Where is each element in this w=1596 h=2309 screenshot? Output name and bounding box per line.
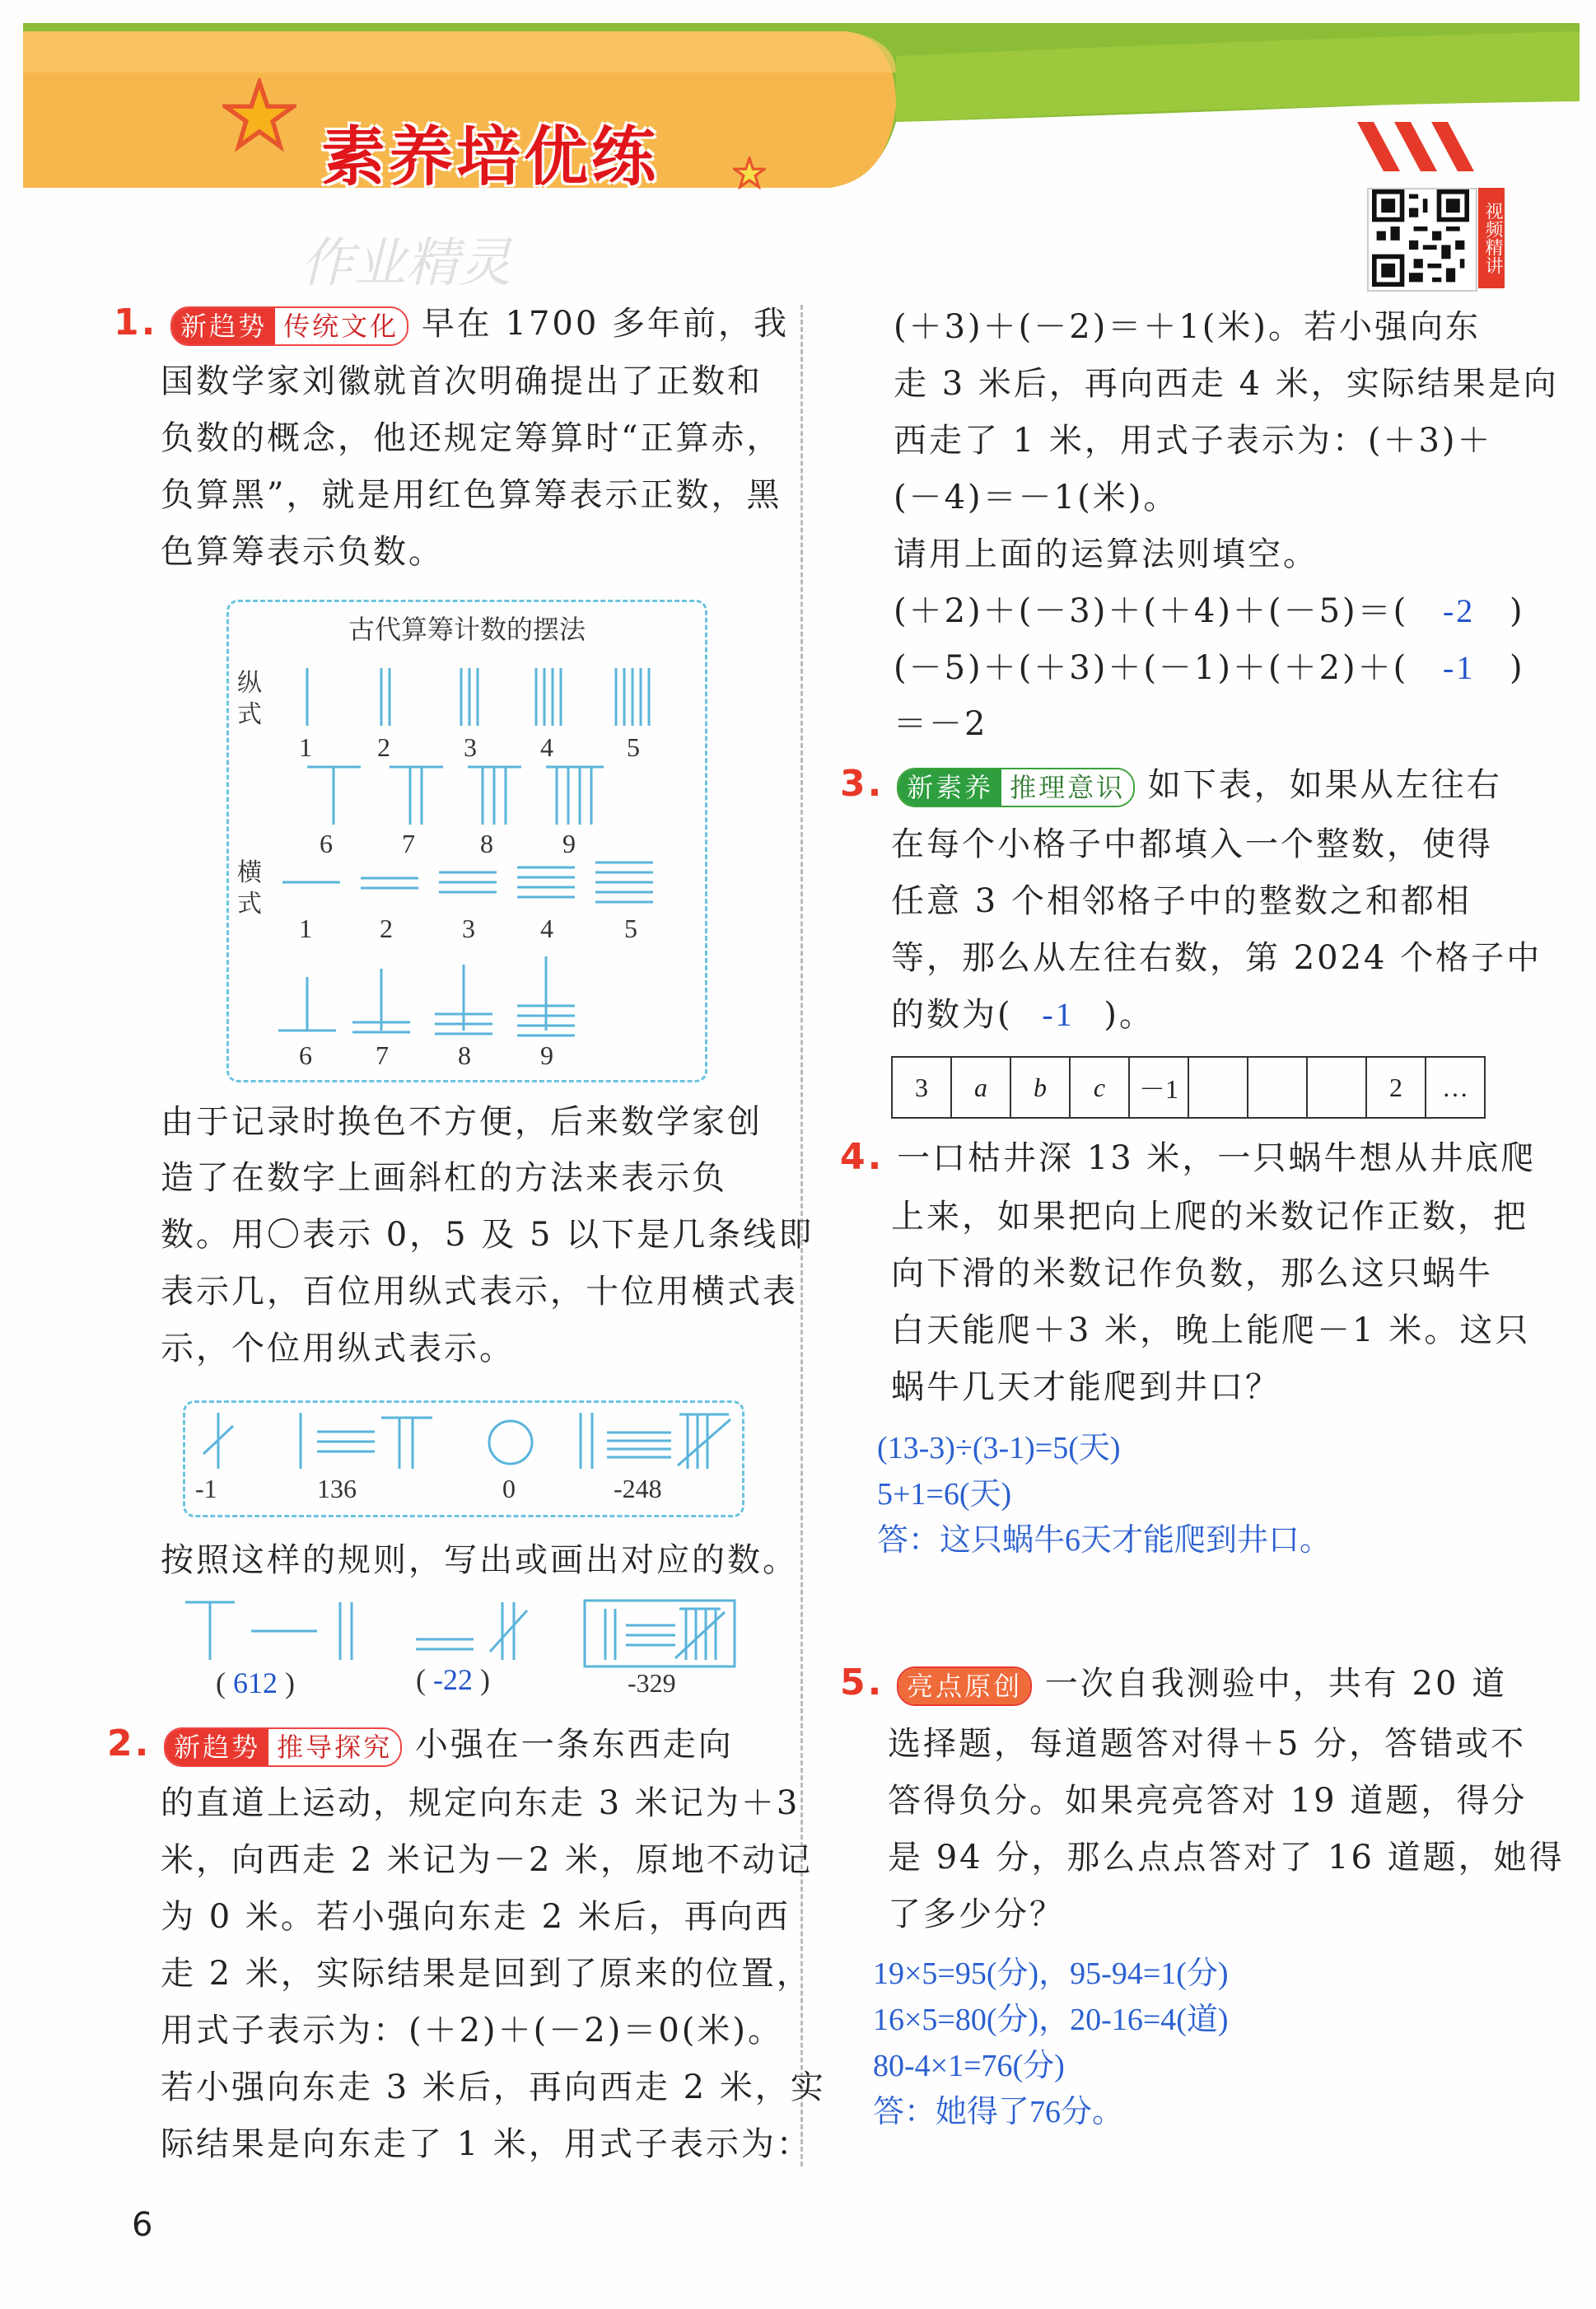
qr-code[interactable] (1367, 188, 1477, 292)
digit-label: 5 (624, 914, 637, 943)
q1-line2: 由于记录时换色不方便，后来数学家创 (161, 1103, 763, 1141)
digit-label: 5 (627, 732, 640, 762)
q1-line: 负数的概念，他还规定筹算时“正算赤， (161, 419, 782, 457)
digit-label: 4 (540, 732, 553, 762)
q1-line2: 数。用〇表示 0，5 及 5 以下是几条线即 (161, 1216, 814, 1254)
grid-cell: c (1070, 1057, 1129, 1118)
q4-line: 白天能爬＋3 米，晚上能爬－1 米。这只 (891, 1311, 1531, 1349)
digit-label: 9 (562, 829, 576, 858)
q2-right-line: 请用上面的运算法则填空。 (894, 535, 1318, 573)
q4-number: 4. (840, 1136, 884, 1178)
star-icon (222, 78, 296, 152)
q5-answer-line: 80-4×1=76(分) (873, 2049, 1065, 2083)
digit-label: 8 (458, 1040, 471, 1070)
q5-answer-line: 16×5=80(分)，20-16=4(道) (873, 2003, 1229, 2037)
grid-cell: 3 (892, 1057, 951, 1118)
q5-number: 5. (840, 1662, 884, 1704)
grid-cell (1307, 1057, 1366, 1118)
page-number: 6 (132, 2206, 153, 2244)
example-value: 136 (317, 1474, 357, 1503)
digit-label: 8 (480, 829, 493, 858)
q1-line: 负算黑”，就是用红色算筹表示正数，黑 (161, 476, 782, 514)
q1-tag: 新趋势 传统文化 (170, 306, 408, 346)
figure-title: 古代算筹计数的摆法 (348, 615, 586, 644)
digit-label: 3 (464, 732, 477, 762)
example-value: 0 (502, 1474, 516, 1503)
q5-line: 答得负分。如果亮亮答对 19 道题，得分 (888, 1782, 1528, 1820)
q2-line: 用式子表示为：(＋2)＋(－2)＝0(米)。 (161, 2012, 783, 2050)
q3-answer: -1 (1042, 996, 1075, 1033)
q1-line2: 示，个位用纵式表示。 (161, 1330, 515, 1367)
q3-line: 任意 3 个相邻格子中的整数之和都相 (891, 882, 1472, 920)
q3-line: 在每个小格子中都填入一个整数，使得 (891, 825, 1493, 863)
q5-line: 了多少分？ (888, 1895, 1065, 1933)
q1-line: 国数学家刘徽就首次明确提出了正数和 (161, 362, 763, 400)
q4-first-line (840, 1135, 1536, 1180)
q2-right-line: 西走了 1 米，用式子表示为：(＋3)＋ (894, 422, 1493, 460)
q2-eq2-answer: -1 (1442, 649, 1476, 686)
q5-text: 一次自我测验中，共有 20 道 (1044, 1665, 1508, 1703)
q3-line: 的数为( -1 )。 (891, 996, 1155, 1034)
q4-answer-line: 5+1=6(天) (877, 1477, 1012, 1512)
q1-answer-2: ( -22 ) (416, 1663, 490, 1696)
grid-cell: … (1426, 1057, 1485, 1118)
q2-first-line (107, 1722, 734, 1767)
q4-answer-line: 答：这只蜗牛6天才能爬到井口。 (877, 1523, 1332, 1558)
q3-text: 如下表，如果从左往右 (1147, 766, 1502, 804)
vertical-label: 纵式 (237, 670, 262, 728)
digit-label: 1 (299, 914, 312, 943)
counting-rods-figure (226, 600, 707, 1082)
digit-label: 2 (380, 914, 393, 943)
q3-tag: 新素养 推理意识 (897, 768, 1135, 807)
q3-number-grid (891, 1056, 1486, 1119)
digit-label: 4 (540, 914, 553, 943)
q2-line: 为 0 米。若小强向东走 2 米后，再向西 (161, 1898, 791, 1936)
q5-line: 选择题，每道题答对得＋5 分，答错或不 (888, 1725, 1527, 1763)
section-title: 素养培优练 (321, 120, 660, 194)
qr-icon (1369, 189, 1472, 287)
q4-line: 向下滑的米数记作负数，那么这只蜗牛 (891, 1255, 1493, 1292)
q1-prompt: 按照这样的规则，写出或画出对应的数。 (161, 1541, 798, 1579)
grid-cell: －1 (1129, 1057, 1188, 1118)
q4-line: 蜗牛几天才能爬到井口？ (891, 1368, 1281, 1406)
digit-label: 7 (402, 829, 415, 858)
digit-label: 9 (540, 1040, 553, 1070)
digit-label: 2 (377, 732, 390, 762)
grid-cell: 2 (1366, 1057, 1426, 1118)
q5-tag: 亮点原创 (897, 1666, 1032, 1706)
q1-number: 1. (114, 301, 158, 344)
q5-answer-line: 答：她得了76分。 (873, 2095, 1124, 2129)
q3-line: 等，那么从左往右数，第 2024 个格子中 (891, 939, 1542, 977)
digit-label: 3 (462, 914, 475, 943)
q2-right-line: (＋3)＋(－2)＝＋1(米)。若小强向东 (894, 308, 1481, 346)
example-value: -248 (614, 1474, 662, 1503)
q1-line2: 造了在数字上画斜杠的方法来表示负 (161, 1159, 727, 1197)
small-star-icon (733, 157, 766, 189)
digit-label: 1 (299, 732, 312, 762)
grid-cell (1188, 1057, 1248, 1118)
q2-line: 走 2 米，实际结果是回到了原来的位置， (161, 1955, 812, 1993)
watermark: 作业精灵 (301, 233, 511, 294)
q2-tag: 新趋势 推导探究 (164, 1727, 402, 1767)
q2-right-line: 走 3 米后，再向西走 4 米，实际结果是向 (894, 365, 1559, 403)
q2-line: 际结果是向东走了 1 米，用式子表示为： (161, 2125, 812, 2163)
horizontal-label: 横式 (237, 859, 262, 918)
q4-answer-line: (13-3)÷(3-1)=5(天) (877, 1431, 1121, 1465)
q2-line: 若小强向东走 3 米后，再向西走 2 米，实 (161, 2068, 826, 2106)
digit-label: 6 (320, 829, 333, 858)
q4-text: 一口枯井深 13 米，一只蜗牛想从井底爬 (897, 1139, 1537, 1177)
q4-line: 上来，如果把向上爬的米数记作正数，把 (891, 1198, 1528, 1236)
q5-line: 是 94 分，那么点点答对了 16 道题，她得 (888, 1839, 1565, 1877)
q2-number: 2. (107, 1722, 152, 1764)
q2-right-line: (－4)＝－1(米)。 (894, 479, 1179, 516)
digit-label: 6 (299, 1040, 312, 1070)
q1-given: -329 (628, 1668, 676, 1698)
grid-cell: b (1010, 1057, 1070, 1118)
q2-eq2: (－5)＋(＋3)＋(－1)＋(＋2)＋( -1 ) (894, 649, 1525, 687)
example-value: -1 (195, 1474, 217, 1503)
q2-eq1-answer: -2 (1442, 592, 1476, 629)
q2-eq2-tail: ＝－2 (894, 705, 988, 743)
qr-label: 视频精讲 (1478, 188, 1505, 288)
q1-answer-1: ( 612 ) (216, 1666, 295, 1699)
q5-answer-line: 19×5=95(分)，95-94=1(分) (873, 1956, 1229, 1991)
q3-first-line (840, 762, 1502, 807)
examples-box (183, 1400, 744, 1517)
q5-first-line (840, 1661, 1507, 1706)
q2-line: 的直道上运动，规定向东走 3 米记为＋3 (161, 1784, 800, 1822)
q2-line: 米，向西走 2 米记为－2 米，原地不动记 (161, 1841, 814, 1879)
q1-first-line (114, 301, 789, 346)
q2-text: 小强在一条东西走向 (414, 1726, 734, 1764)
q2-eq1: (＋2)＋(－3)＋(＋4)＋(－5)＝( -2 ) (894, 592, 1525, 630)
grid-cell: a (951, 1057, 1010, 1118)
q1-text: 早在 1700 多年前，我 (421, 305, 790, 343)
q3-number: 3. (840, 763, 884, 805)
q1-line: 色算筹表示负数。 (161, 533, 444, 571)
q1-line2: 表示几，百位用纵式表示，十位用横式表 (161, 1273, 798, 1311)
rods-drawing (229, 602, 705, 1080)
digit-label: 7 (376, 1040, 389, 1070)
grid-cell (1248, 1057, 1307, 1118)
